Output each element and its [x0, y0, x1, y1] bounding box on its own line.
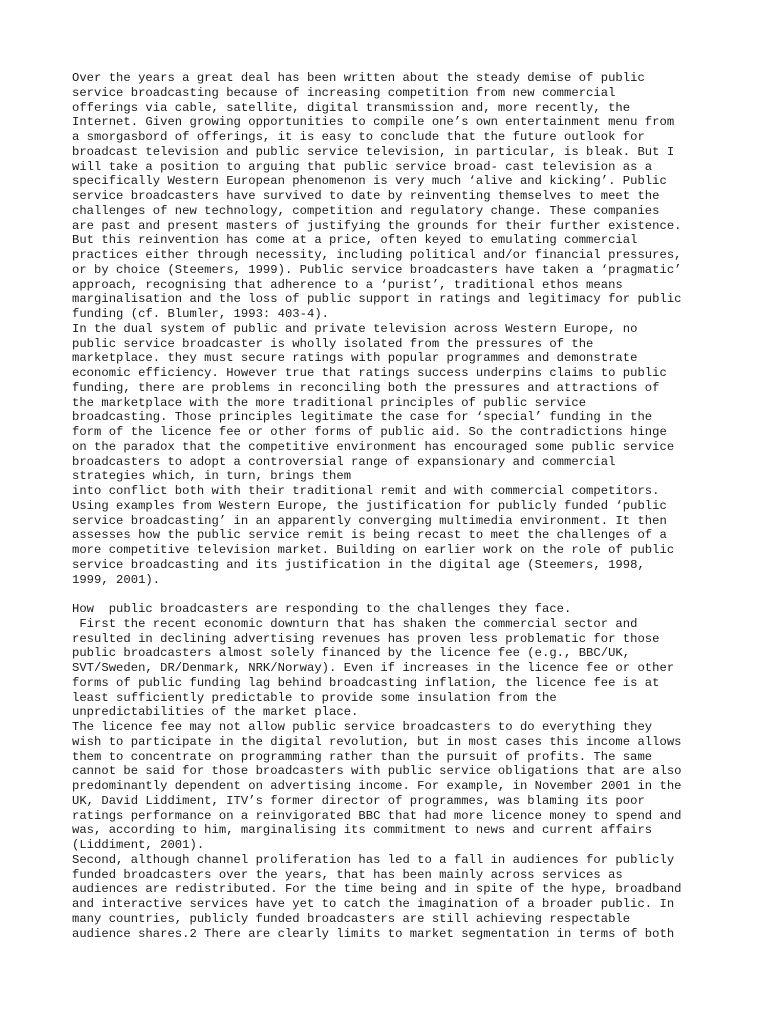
text-line: forms of public funding lag behind broadcasting inflation, the licence fee is at: [72, 675, 660, 690]
text-line: and interactive services have yet to catch the imagination of a broader public. In: [72, 897, 675, 911]
text-line: public broadcasters almost solely financed by the licence fee (e.g., BBC/UK,: [72, 646, 631, 661]
text-line: broadcasters to adopt a controversial range of expansionary and commercial: [72, 454, 616, 469]
text-line: resulted in declining advertising revenues has proven less problematic for those: [72, 631, 660, 646]
text-line: marginalisation and the loss of public support in ratings and legitimacy for public: [72, 292, 682, 307]
document-page: [72, 71, 732, 941]
text-line: broadcast television and public service television, in particular, is bleak. But I: [72, 144, 675, 159]
text-line: predominantly dependent on advertising income. For example, in November 2001 in the: [72, 779, 682, 793]
text-line: more competitive television market. Building on earlier work on the role of public: [72, 543, 675, 557]
text-line: strategies which, in turn, brings them: [72, 469, 352, 484]
text-line: First the recent economic downturn that has shaken the commercial sector and: [72, 616, 638, 631]
text-line: UK, David Liddiment, ITV’s former director of programmes, was blaming its poor: [72, 793, 645, 808]
text-line: funded broadcasters over the years, that has been mainly across services as: [72, 867, 623, 882]
text-line: Second, although channel proliferation has led to a fall in audiences for publicly: [72, 852, 675, 867]
text-line: 1999, 2001).: [72, 572, 161, 587]
text-line: In the dual system of public and private television across Western Europe, no: [72, 321, 638, 336]
text-line: service broadcasting and its justification in the digital age (Steemers, 1998,: [72, 557, 645, 572]
text-line: a smorgasbord of offerings, it is easy to conclude that the future outlook for: [72, 130, 645, 144]
text-line: public service broadcaster is wholly isolated from the pressures of the: [72, 336, 594, 351]
text-line: approach, recognising that adherence to a ‘purist’, traditional ethos means: [72, 277, 623, 292]
text-line: challenges of new technology, competition and regulatory change. These companies: [72, 203, 660, 218]
text-line: Over the years a great deal has been written about the steady demise of public: [72, 71, 645, 85]
text-line: How public broadcasters are responding to the challenges they face.: [72, 602, 572, 616]
text-line: audience shares.2 There are clearly limits to market segmentation in terms of both: [72, 926, 675, 941]
text-line: SVT/Sweden, DR/Denmark, NRK/Norway). Even if increases in the licence fee or other: [72, 661, 675, 675]
text-line: offerings via cable, satellite, digital transmission and, more recently, the: [72, 100, 631, 115]
text-line: was, according to him, marginalising its commitment to news and current affairs: [72, 823, 653, 838]
text-line: Using examples from Western Europe, the justification for publicly funded ‘public: [72, 498, 667, 513]
text-line: or by choice (Steemers, 1999). Public service broadcasters have taken a ‘pragmatic’: [72, 262, 682, 277]
text-line: will take a position to arguing that public service broad- cast television as a: [72, 159, 653, 174]
text-line: funding (cf. Blumler, 1993: 403-4).: [72, 307, 330, 321]
text-line: But this reinvention has come at a price, often keyed to emulating commercial: [72, 233, 638, 248]
text-line: the marketplace with the more traditional principles of public service: [72, 395, 587, 410]
text-line: ratings performance on a reinvigorated BBC that had more licence money to spend and: [72, 808, 682, 823]
text-line: on the paradox that the competitive environment has encouraged some public service: [72, 439, 675, 454]
text-line: unpredictabilities of the market place.: [72, 705, 359, 720]
text-line: wish to participate in the digital revolution, but in most cases this income allows: [72, 734, 682, 749]
text-line: (Liddiment, 2001).: [72, 838, 205, 852]
text-line: them to concentrate on programming rather than the pursuit of profits. The same: [72, 749, 653, 764]
text-line: service broadcasting because of increasing competition from new commercial: [72, 85, 616, 100]
text-line: marketplace. they must secure ratings with popular programmes and demonstrate: [72, 351, 638, 366]
text-line: Internet. Given growing opportunities to compile one’s own entertainment menu from: [72, 115, 675, 130]
text-line: service broadcasting’ in an apparently converging multimedia environment. It then: [72, 513, 667, 528]
text-line: service broadcasters have survived to date by reinventing themselves to meet the: [72, 189, 660, 203]
text-line: form of the licence fee or other forms of public aid. So the contradictions hinge: [72, 425, 667, 439]
text-line: cannot be said for those broadcasters with public service obligations that are also: [72, 764, 682, 779]
text-line: audiences are redistributed. For the time being and in spite of the hype, broadband: [72, 882, 682, 897]
text-line: economic efficiency. However true that ratings success underpins claims to public: [72, 366, 667, 380]
text-line: least sufficiently predictable to provide some insulation from the: [72, 690, 557, 705]
text-line: are past and present masters of justifying the grounds for their further existence.: [72, 218, 682, 233]
text-line: The licence fee may not allow public service broadcasters to do everything they: [72, 720, 653, 734]
text-line: many countries, publicly funded broadcasters are still achieving respectable: [72, 911, 631, 926]
text-line: assesses how the public service remit is being recast to meet the challenges of a: [72, 528, 667, 543]
text-line: [72, 587, 732, 602]
text-line: specifically Western European phenomenon is very much ‘alive and kicking’. Public: [72, 174, 667, 189]
text-line: into conflict both with their traditional remit and with commercial competitors.: [72, 484, 660, 498]
text-line: funding, there are problems in reconciling both the pressures and attractions of: [72, 380, 660, 395]
text-line: broadcasting. Those principles legitimate the case for ‘special’ funding in the: [72, 410, 653, 425]
text-line: practices either through necessity, including political and/or financial pressures,: [72, 248, 682, 262]
